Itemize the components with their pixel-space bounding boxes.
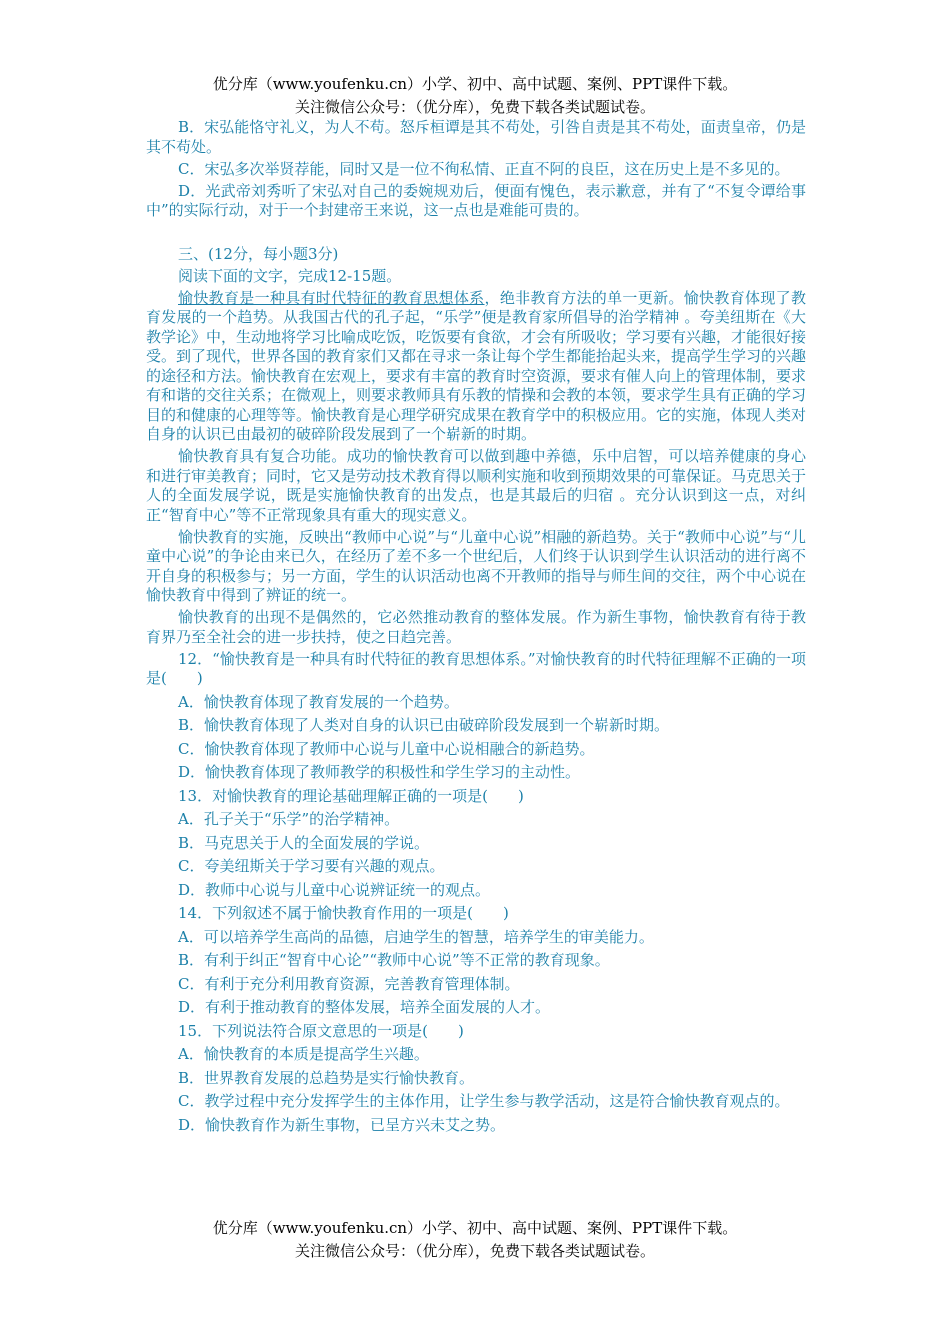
- passage-paragraph-1-rest: ，绝非教育方法的单一更新。愉快教育体现了教育发展的一个趋势。从我国古代的孔子起，“乐学”便是教育家所倡导的治学精神 。夸美纽斯在《大教学论》中，生动地将学习比喻成吃饭，吃饭要有食欲，才会有所吸收；学习要有兴趣，才能很好接受。到了现代，世界各国的教育家们又都在寻求一条让每个学生都能抬起头来，提高学生学习的兴趣的途径和方法。愉快教育在宏观上，要求有丰富的教育时空资源，要求有催人向上的管理体制，要求有和谐的交往关系；在微观上，则要求教师具有乐教的情操和会教的本领，要求学生具有正确的学习目的和健康的心理等等。愉快教育是心理学研究成果在教育学中的积极应用。它的实施，体现人类对自身的认识已由最初的破碎阶段发展到了一个崭新的时期。: [146, 288, 807, 443]
- document-body: [146, 118, 806, 1139]
- section-title: 三、(12分，每小题3分): [178, 245, 339, 263]
- option-c: C．愉快教育体现了教师中心说与儿童中心说相融合的新趋势。: [178, 739, 595, 758]
- question-stem: 15．下列说法符合原文意思的一项是( ): [178, 1021, 464, 1040]
- section-instruction: 阅读下面的文字，完成12-15题。: [178, 266, 402, 285]
- option-b: B．愉快教育体现了人类对自身的认识已由破碎阶段发展到一个崭新时期。: [178, 716, 670, 734]
- passage-paragraph-4: 愉快教育的出现不是偶然的，它必然推动教育的整体发展。作为新生事物，愉快教育有待于教育界乃至全社会的进一步扶持，使之日趋完善。: [146, 608, 806, 646]
- question-13: [146, 787, 806, 901]
- option-d: D．愉快教育体现了教师教学的积极性和学生学习的主动性。: [178, 763, 581, 781]
- page-footer: [0, 1217, 950, 1263]
- question-15: [146, 1022, 806, 1136]
- question-stem: 14．下列叙述不属于愉快教育作用的一项是( ): [178, 904, 509, 922]
- header-line-2: 关注微信公众号：（优分库），免费下载各类试题试卷。: [294, 98, 655, 116]
- page-header: [0, 73, 950, 119]
- question-14: [146, 904, 806, 1018]
- option-a: A．愉快教育体现了教育发展的一个趋势。: [178, 692, 459, 711]
- option-b: B．有利于纠正“智育中心论”“教师中心说”等不正常的教育现象。: [178, 951, 610, 969]
- header-line-1: 优分库（www.youfenku.cn）小学、初中、高中试题、案例、PPT课件下载。: [212, 75, 738, 93]
- option-a: A．愉快教育的本质是提高学生兴趣。: [178, 1045, 429, 1063]
- question-stem: 13．对愉快教育的理论基础理解正确的一项是( ): [178, 786, 524, 805]
- question-stem: 12．“愉快教育是一种具有时代特征的教育思想体系。”对愉快教育的时代特征理解不正确的一项是( ): [146, 649, 806, 687]
- passage-paragraph-2: 愉快教育具有复合功能。成功的愉快教育可以做到趣中养德，乐中启智，可以培养健康的身心和进行审美教育；同时，它又是劳动技术教育得以顺利实施和收到预期效果的可靠保证。马克思关于人的全面发展学说，既是实施愉快教育的出发点，也是其最后的归宿 。充分认识到这一点，对纠正“智育中心”等不正常现象具有重大的现实意义。: [146, 447, 807, 524]
- passage-paragraph-3: 愉快教育的实施，反映出“教师中心说”与“儿童中心说”相融的新趋势。关于“教师中心说”与“儿童中心说”的争论由来已久，在经历了差不多一个世纪后，人们终于认识到学生认识活动的进行离不开自身的积极参与；另一方面，学生的认识活动也离不开教师的指导与师生间的交往，两个中心说在愉快教育中得到了辨证的统一。: [146, 527, 807, 604]
- option-a: A．可以培养学生高尚的品德，启迪学生的智慧，培养学生的审美能力。: [178, 927, 654, 946]
- prev-option-d: D．光武帝刘秀听了宋弘对自己的委婉规劝后，便面有愧色，表示歉意，并有了“不复令谭给事中”的实际行动，对于一个封建帝王来说，这一点也是难能可贵的。: [146, 181, 806, 219]
- option-d: D．有利于推动教育的整体发展，培养全面发展的人才。: [178, 998, 551, 1016]
- option-b: B．世界教育发展的总趋势是实行愉快教育。: [178, 1068, 475, 1087]
- option-a: A．孔子关于“乐学”的治学精神。: [178, 810, 400, 828]
- option-c: C．教学过程中充分发挥学生的主体作用，让学生参与教学活动，这是符合愉快教育观点的。: [178, 1092, 790, 1110]
- section-gap: [146, 223, 806, 245]
- passage-paragraph-1: [146, 289, 806, 445]
- prev-option-c: C．宋弘多次举贤荐能，同时又是一位不徇私情、正直不阿的良臣，这在历史上是不多见的。: [178, 159, 790, 178]
- option-c: C．夸美纽斯关于学习要有兴趣的观点。: [178, 857, 445, 875]
- option-d: D．愉快教育作为新生事物，已呈方兴未艾之势。: [178, 1115, 506, 1134]
- option-d: D．教师中心说与儿童中心说辨证统一的观点。: [178, 880, 491, 899]
- option-c: C．有利于充分利用教育资源，完善教育管理体制。: [178, 974, 520, 993]
- question-12: [146, 650, 806, 783]
- option-b: B．马克思关于人的全面发展的学说。: [178, 833, 430, 852]
- footer-line-1: 优分库（www.youfenku.cn）小学、初中、高中试题、案例、PPT课件下载。: [212, 1219, 738, 1237]
- underlined-thesis: 愉快教育是一种具有时代特征的教育思想体系: [178, 288, 485, 307]
- prev-option-b: B．宋弘能恪守礼义，为人不苟。怒斥桓谭是其不苟处，引咎自责是其不苟处，面责皇帝，仍是其不苟处。: [146, 118, 806, 156]
- footer-line-2: 关注微信公众号：（优分库），免费下载各类试题试卷。: [294, 1242, 655, 1260]
